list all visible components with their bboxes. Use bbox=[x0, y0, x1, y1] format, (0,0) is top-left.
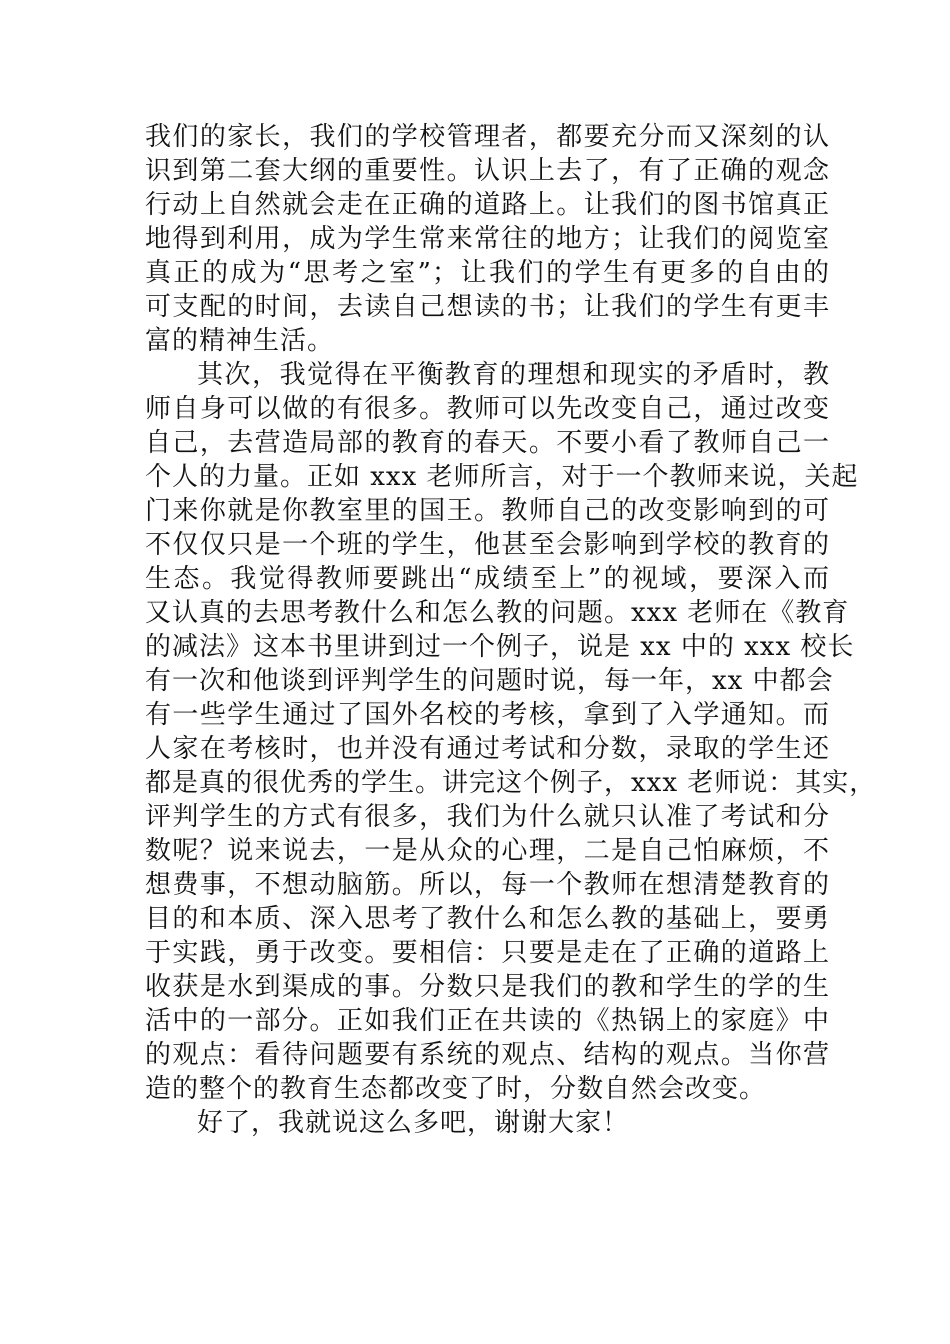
text-line: 师自身可以做的有很多。教师可以先改变自己，通过改变 bbox=[145, 394, 830, 424]
text-line: 自己，去营造局部的教育的春天。不要小看了教师自己一 bbox=[145, 428, 830, 458]
text-line: 我们的家长，我们的学校管理者，都要充分而又深刻的认 bbox=[145, 122, 830, 152]
text-line: 有一次和他谈到评判学生的问题时说，每一年，xx 中都会 bbox=[145, 666, 834, 696]
text-line: 的减法》这本书里讲到过一个例子，说是 xx 中的 xxx 校长 bbox=[145, 632, 855, 662]
text-line: 其次，我觉得在平衡教育的理想和现实的矛盾时，教 bbox=[197, 360, 830, 390]
text-line: 好了，我就说这么多吧，谢谢大家！ bbox=[197, 1108, 630, 1138]
text-line: 有一些学生通过了国外名校的考核，拿到了入学通知。而 bbox=[145, 700, 830, 730]
text-line: 数呢？说来说去，一是从众的心理，二是自己怕麻烦，不 bbox=[145, 836, 830, 866]
text-line: 生态。我觉得教师要跳出“成绩至上”的视域，要深入而 bbox=[145, 564, 830, 594]
paragraph bbox=[145, 358, 877, 1106]
text-line: 真正的成为“思考之室”；让我们的学生有更多的自由的 bbox=[145, 258, 830, 288]
text-line: 门来你就是你教室里的国王。教师自己的改变影响到的可 bbox=[145, 496, 830, 526]
text-line: 的观点：看待问题要有系统的观点、结构的观点。当你营 bbox=[145, 1040, 830, 1070]
document-body bbox=[145, 120, 877, 1140]
text-line: 不仅仅只是一个班的学生，他甚至会影响到学校的教育的 bbox=[145, 530, 830, 560]
text-line: 活中的一部分。正如我们正在共读的《热锅上的家庭》中 bbox=[145, 1006, 830, 1036]
text-line: 识到第二套大纲的重要性。认识上去了，有了正确的观念 bbox=[145, 156, 830, 186]
text-line: 于实践，勇于改变。要相信：只要是走在了正确的道路上 bbox=[145, 938, 830, 968]
text-line: 人家在考核时，也并没有通过考试和分数，录取的学生还 bbox=[145, 734, 830, 764]
text-line: 目的和本质、深入思考了教什么和怎么教的基础上，要勇 bbox=[145, 904, 830, 934]
paragraph bbox=[145, 120, 830, 358]
text-line: 地得到利用，成为学生常来常往的地方；让我们的阅览室 bbox=[145, 224, 830, 254]
text-line: 可支配的时间，去读自己想读的书；让我们的学生有更丰 bbox=[145, 292, 830, 322]
text-line: 富的精神生活。 bbox=[145, 326, 335, 356]
text-line: 个人的力量。正如 xxx 老师所言，对于一个教师来说，关起 bbox=[145, 462, 859, 492]
text-line: 想费事，不想动脑筋。所以，每一个教师在想清楚教育的 bbox=[145, 870, 830, 900]
text-line: 评判学生的方式有很多，我们为什么就只认准了考试和分 bbox=[145, 802, 830, 832]
text-line: 都是真的很优秀的学生。讲完这个例子，xxx 老师说：其实， bbox=[145, 768, 877, 798]
text-line: 行动上自然就会走在正确的道路上。让我们的图书馆真正 bbox=[145, 190, 830, 220]
text-line: 收获是水到渠成的事。分数只是我们的教和学生的学的生 bbox=[145, 972, 830, 1002]
text-line: 造的整个的教育生态都改变了时，分数自然会改变。 bbox=[145, 1074, 767, 1104]
paragraph bbox=[145, 1106, 830, 1140]
text-line: 又认真的去思考教什么和怎么教的问题。xxx 老师在《教育 bbox=[145, 598, 850, 628]
